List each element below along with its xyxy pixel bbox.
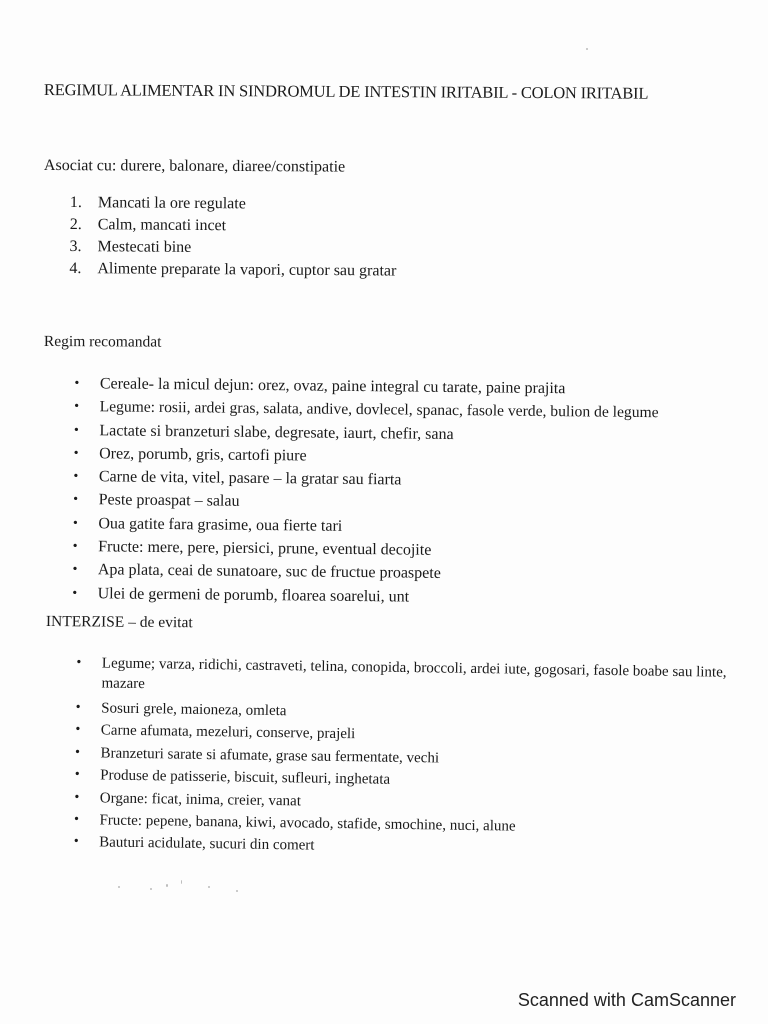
- intro-text: Asociat cu: durere, balonare, diaree/constipatie: [43, 157, 346, 176]
- item-text: Peste proaspat – salau: [98, 491, 240, 511]
- recommended-list: [68, 372, 659, 611]
- bullet-icon: •: [73, 422, 79, 438]
- scan-speck: [181, 880, 182, 884]
- bullet-icon: •: [74, 767, 80, 783]
- item-text: Bauturi acidulate, sucuri din comert: [99, 834, 315, 854]
- scan-speck: [150, 888, 152, 890]
- bullet-icon: •: [75, 700, 81, 716]
- item-text: Mestecati bine: [97, 238, 192, 256]
- item-text: Cereale- la micul dejun: orez, ovaz, paine integral cu tarate, paine prajita: [99, 375, 566, 398]
- item-text: Fructe: mere, pere, piersici, prune, eventual decojite: [98, 538, 432, 559]
- forbidden-list: [69, 653, 752, 864]
- bullet-icon: •: [75, 722, 81, 738]
- item-text: Organe: ficat, inima, creier, vanat: [99, 789, 302, 809]
- bullet-icon: •: [73, 812, 80, 828]
- scan-speck: [236, 890, 238, 892]
- recommended-heading: Regim recomandat: [43, 333, 162, 351]
- numbered-guidelines-list: [69, 192, 397, 283]
- bullet-icon: •: [74, 376, 80, 392]
- item-text: Legume: rosii, ardei gras, salata, andive, dovlecel, spanac, fasole verde, bulion de legume: [99, 398, 659, 422]
- item-text: Mancati la ore regulate: [97, 194, 246, 213]
- item-text: Oua gatite fara grasime, oua fierte tari: [98, 515, 343, 535]
- list-item: [70, 214, 397, 239]
- item-text: Ulei de germeni de porumb, floarea soarelui, unt: [97, 584, 410, 606]
- list-item: [68, 582, 657, 611]
- item-text: Orez, porumb, gris, cartofi piure: [99, 445, 307, 465]
- item-text: Lactate si branzeturi slabe, degresate, iaurt, chefir, sana: [99, 421, 454, 443]
- item-number: 1.: [69, 193, 82, 212]
- document-title: REGIMUL ALIMENTAR IN SINDROMUL DE INTESTIN IRITABIL - COLON IRITABIL: [43, 80, 649, 103]
- item-number: 3.: [69, 237, 82, 256]
- bullet-icon: •: [74, 789, 80, 805]
- bullet-icon: •: [73, 492, 79, 508]
- bullet-icon: •: [73, 469, 79, 485]
- item-text: Legume; varza, ridichi, castraveti, telina, conopida, broccoli, ardei iute, gogosari, fasole boabe sau linte, mazare: [101, 655, 727, 693]
- camscanner-watermark: Scanned with CamScanner: [517, 990, 736, 1010]
- bullet-icon: •: [76, 655, 82, 671]
- scan-speck: [118, 886, 120, 888]
- item-number: 4.: [69, 259, 82, 278]
- item-text: Calm, mancati incet: [97, 216, 227, 235]
- item-text: Produse de patisserie, biscuit, sufleuri, inghetata: [100, 767, 391, 788]
- scan-speck: [208, 886, 210, 888]
- scan-speck: [166, 884, 168, 887]
- bullet-icon: •: [73, 834, 79, 850]
- list-item: [69, 236, 396, 261]
- bullet-icon: •: [74, 399, 80, 415]
- bullet-icon: •: [72, 515, 78, 531]
- list-item: [70, 192, 397, 217]
- item-text: Fructe: pepene, banana, kiwi, avocado, stafide, smochine, nuci, alune: [99, 812, 516, 835]
- bullet-icon: •: [72, 562, 78, 578]
- bullet-icon: •: [72, 585, 78, 601]
- forbidden-heading: INTERZISE – de evitat: [45, 613, 193, 632]
- scan-speck: [586, 48, 588, 50]
- list-item: [69, 258, 396, 283]
- bullet-icon: •: [74, 744, 81, 760]
- item-text: Branzeturi sarate si afumate, grase sau fermentate, vechi: [100, 745, 440, 767]
- bullet-icon: •: [72, 539, 78, 555]
- bullet-icon: •: [73, 445, 79, 461]
- item-text: Alimente preparate la vapori, cuptor sau gratar: [97, 260, 397, 280]
- item-text: Carne afumata, mezeluri, conserve, prajeli: [100, 722, 356, 743]
- item-text: Sosuri grele, maioneza, omleta: [101, 700, 287, 720]
- item-text: Apa plata, ceai de sunatoare, suc de fructue proaspete: [97, 561, 441, 583]
- item-text: Carne de vita, vitel, pasare – la gratar sau fiarta: [98, 468, 402, 489]
- item-number: 2.: [69, 215, 82, 234]
